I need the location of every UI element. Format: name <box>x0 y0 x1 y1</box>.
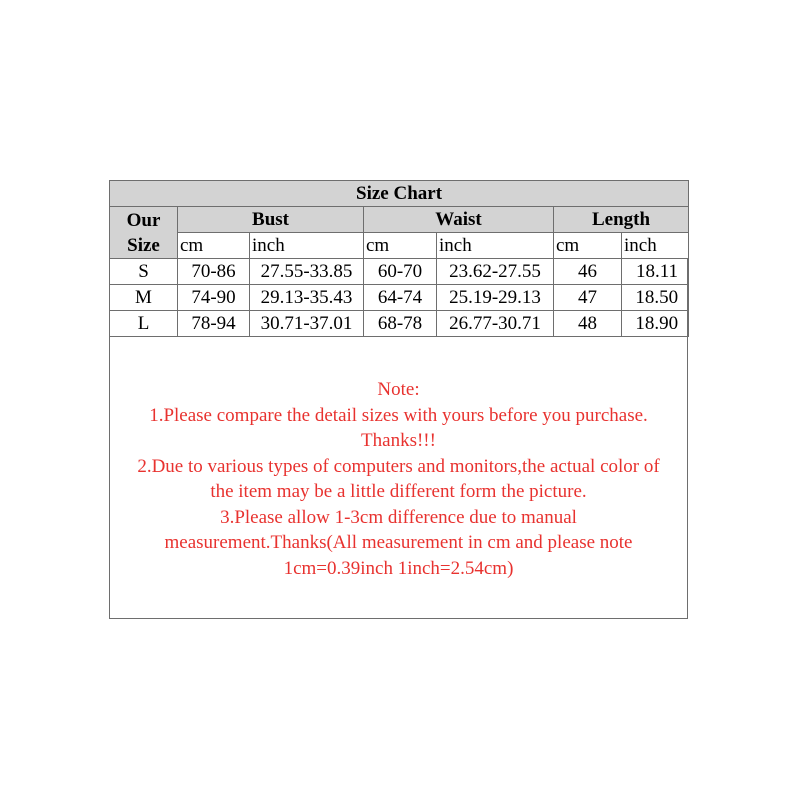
size-header-line1: Our <box>126 209 161 231</box>
waist-inch-value: 25.19-29.13 <box>437 285 554 311</box>
note-line: 3.Please allow 1-3cm difference due to manual <box>220 506 577 528</box>
bust-inch-value: 30.71-37.01 <box>250 311 364 337</box>
bust-inch-unit: inch <box>250 233 364 259</box>
bust-cm-unit: cm <box>178 233 250 259</box>
group-header-row <box>110 207 689 233</box>
note-line: measurement.Thanks(All measurement in cm and please note <box>164 532 633 553</box>
size-label: M <box>110 285 178 311</box>
note-line: 2.Due to various types of computers and monitors,the actual color of <box>137 455 660 477</box>
waist-cm-unit: cm <box>364 233 437 259</box>
bust-cm-value: 78-94 <box>178 311 250 337</box>
waist-inch-value: 26.77-30.71 <box>437 311 554 337</box>
bust-inch-value: 29.13-35.43 <box>250 285 364 311</box>
bust-cm-value: 70-86 <box>178 259 250 285</box>
size-label: S <box>110 259 178 285</box>
waist-cm-value: 64-74 <box>364 285 437 311</box>
waist-cm-value: 68-78 <box>364 311 437 337</box>
bust-cm-value: 74-90 <box>178 285 250 311</box>
bust-inch-value: 27.55-33.85 <box>250 259 364 285</box>
size-header-line2: Size <box>127 234 160 256</box>
title-row <box>110 181 689 207</box>
waist-cm-value: 60-70 <box>364 259 437 285</box>
notes-block <box>110 377 687 581</box>
length-cm-value: 47 <box>554 285 622 311</box>
length-header: Length <box>554 207 689 233</box>
table-row <box>110 285 689 311</box>
length-inch-value: 18.11 <box>622 259 689 285</box>
size-column-header <box>110 207 178 259</box>
chart-title: Size Chart <box>110 181 689 207</box>
length-cm-value: 48 <box>554 311 622 337</box>
unit-header-row <box>110 233 689 259</box>
length-inch-value: 18.50 <box>622 285 689 311</box>
note-line: the item may be a little different form the picture. <box>210 481 587 502</box>
length-inch-unit: inch <box>622 233 689 259</box>
waist-inch-value: 23.62-27.55 <box>437 259 554 285</box>
note-line: Thanks!!! <box>361 430 436 451</box>
size-chart-table <box>109 180 689 337</box>
size-label: L <box>110 311 178 337</box>
note-heading: Note: <box>377 379 420 400</box>
waist-inch-unit: inch <box>437 233 554 259</box>
length-inch-value: 18.90 <box>622 311 689 337</box>
table-row <box>110 311 689 337</box>
length-cm-unit: cm <box>554 233 622 259</box>
table-row <box>110 259 689 285</box>
note-line: 1.Please compare the detail sizes with yours before you purchase. <box>149 404 648 426</box>
length-cm-value: 46 <box>554 259 622 285</box>
bust-header: Bust <box>178 207 364 233</box>
waist-header: Waist <box>364 207 554 233</box>
note-line: 1cm=0.39inch 1inch=2.54cm) <box>283 557 514 579</box>
size-chart-sheet <box>109 180 688 619</box>
